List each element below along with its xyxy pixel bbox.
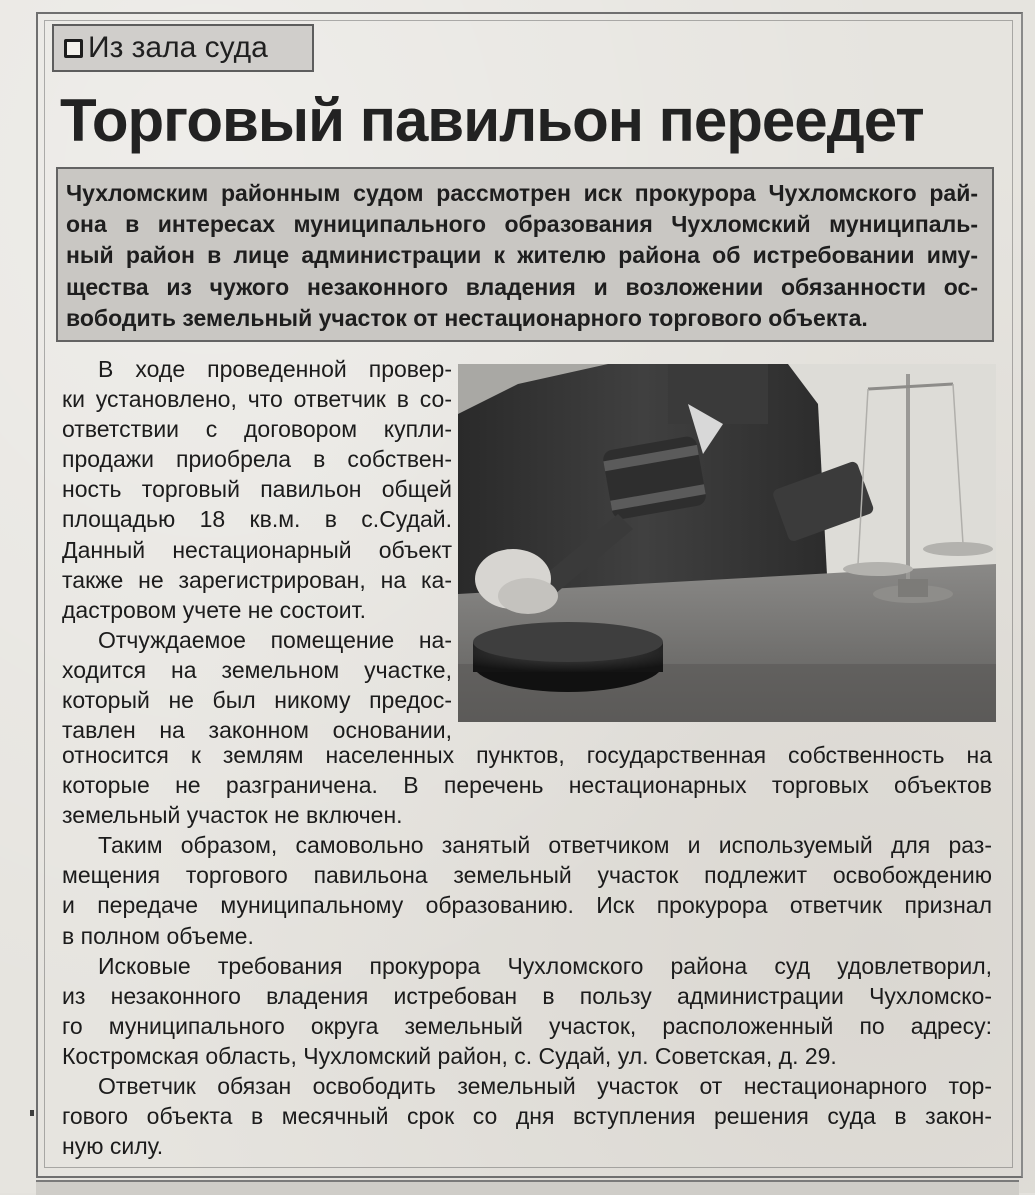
text-line: ответствии с договором купли- <box>62 416 452 443</box>
text-line: ки установлено, что ответчик в со- <box>62 386 452 413</box>
lead-line: она в интересах муниципального образования Чухломский муниципаль- <box>66 211 978 238</box>
text-line: площадью 18 кв.м. в с.Судай. <box>62 506 452 533</box>
text-line: и передаче муниципальному образованию. Иск прокурора ответчик признал <box>62 892 992 919</box>
text-line: в полном объеме. <box>62 922 254 949</box>
text-line: Ответчик обязан освободить земельный участок от нестационарного тор- <box>98 1073 992 1100</box>
text-line: ходится на земельном участке, <box>62 656 452 683</box>
lead-paragraph <box>66 178 978 334</box>
text-line: относится к землям населенных пунктов, государственная собственность на <box>62 742 992 768</box>
text-line: дастровом учете не состоит. <box>62 596 366 623</box>
text-line: Таким образом, самовольно занятый ответчиком и используемый для раз- <box>98 832 992 859</box>
text-line: Отчуждаемое помещение на- <box>98 626 452 653</box>
text-line: мещения торгового павильона земельный участок подлежит освобождению <box>62 862 992 889</box>
rubric-label <box>52 24 314 72</box>
text-line: земельный участок не включен. <box>62 802 403 829</box>
text-line: также не зарегистрирован, на ка- <box>62 566 452 593</box>
text-line: гового объекта в месячный срок со дня вступления решения суда в закон- <box>62 1103 992 1130</box>
text-line: Данный нестационарный объект <box>62 536 452 563</box>
lead-line: ный район в лице администрации к жителю района об истребовании иму- <box>66 242 978 269</box>
text-line: ную силу. <box>62 1133 164 1160</box>
lead-line: Чухломским районным судом рассмотрен иск прокурора Чухломского рай- <box>66 180 978 206</box>
text-line: которые не разграничена. В перечень нестационарных торговых объектов <box>62 772 992 799</box>
text-line: продажи приобрела в собствен- <box>62 446 452 473</box>
full-width-text <box>62 740 992 1161</box>
text-line: ность торговый павильон общей <box>62 476 452 503</box>
print-speck <box>30 1110 34 1116</box>
lead-box <box>56 167 994 342</box>
rubric-text: Из зала суда <box>88 31 268 64</box>
article-headline: Торговый павильон переедет <box>60 87 924 154</box>
text-line: тавлен на законном основании, <box>62 717 452 744</box>
lead-line: щества из чужого незаконного владения и возложении обязанности ос- <box>66 273 978 300</box>
left-column-text <box>62 354 452 745</box>
text-line: го муниципального округа земельный участок, расположенный по адресу: <box>62 1012 992 1039</box>
text-line: Костромская область, Чухломский район, с. Судай, ул. Советская, д. 29. <box>62 1042 837 1069</box>
text-line: Исковые требования прокурора Чухломского района суд удовлетворил, <box>98 952 992 979</box>
text-line: В ходе проведенной провер- <box>98 356 452 382</box>
lead-line: вободить земельный участок от нестационарного торгового объекта. <box>66 304 868 331</box>
judge-gavel-photo <box>458 364 996 722</box>
checkbox-square-icon <box>64 39 83 58</box>
text-line: из незаконного владения истребован в пользу администрации Чухломско- <box>62 982 992 1009</box>
text-line: который не был никому предос- <box>62 687 452 714</box>
